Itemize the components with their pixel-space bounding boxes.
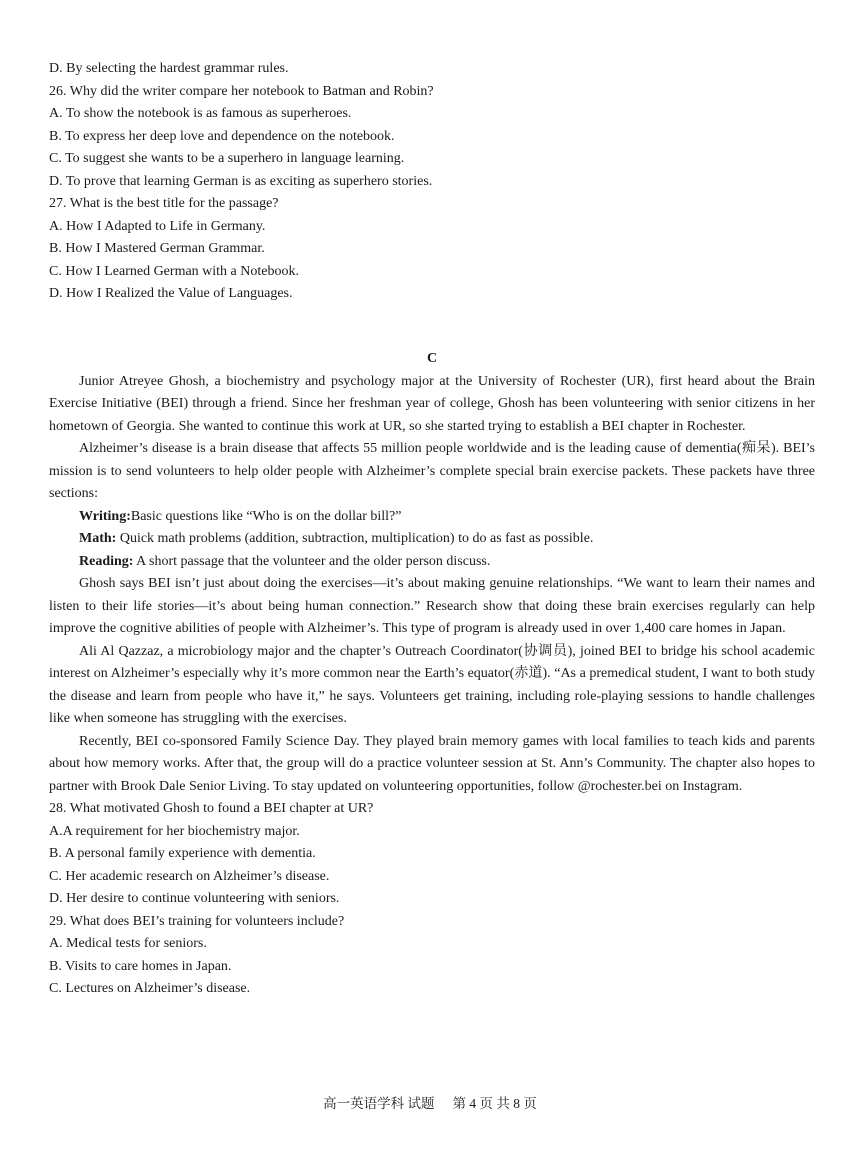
footer-page-number: 第 4 页 共 8 页: [452, 1096, 537, 1111]
packet-text: Quick math problems (addition, subtraction, multiplication) to do as fast as possible.: [116, 531, 594, 546]
footer-subject: 高一英语学科 试题: [323, 1096, 435, 1111]
q28-question: 28. What motivated Ghosh to found a BEI chapter at UR?: [49, 801, 374, 816]
q28-option-a: A.A requirement for her biochemistry major.: [49, 823, 300, 839]
packet-section-writing: [49, 506, 815, 529]
packet-label: Writing:: [79, 508, 131, 524]
packet-section-reading: [49, 551, 815, 574]
exam-page: [49, 58, 815, 1001]
q28-option-d: D. Her desire to continue volunteering with seniors.: [49, 891, 340, 906]
q28-option-c: C. Her academic research on Alzheimer’s disease.: [49, 868, 330, 884]
packet-label: Math:: [79, 531, 117, 546]
packet-text: Basic questions like “Who is on the dollar bill?”: [130, 508, 402, 524]
page-footer: [0, 1094, 860, 1114]
passage-paragraph-5: Recently, BEI co-sponsored Family Science Day. They played brain memory games with local families to teach kids and parents about how memory works. After that, the group will do a practice volunteer session at St. Ann’s Community. The chapter also hopes to partner with Brook Dale Senior Living. To stay updated on volunteering opportunities, follow @rochester.bei on Instagram.: [49, 733, 815, 794]
q29-option-a: A. Medical tests for seniors.: [49, 936, 207, 951]
q27-option-c: C. How I Learned German with a Notebook.: [49, 263, 299, 279]
q26-option-a: A. To show the notebook is as famous as superheroes.: [49, 106, 352, 121]
q29-option-c: C. Lectures on Alzheimer’s disease.: [49, 981, 251, 996]
q29-question: 29. What does BEI’s training for volunteers include?: [49, 913, 345, 929]
q27-option-a: A. How I Adapted to Life in Germany.: [49, 218, 266, 234]
passage-paragraph-3: Ghosh says BEI isn’t just about doing the exercises—it’s about making genuine relationships. “We want to learn their names and listen to their life stories—it’s about being human connection.” Research show that doing these brain exercises regularly can help improve the cognitive abilities of people with Alzheimer’s. This type of program is already used in over 1,400 care homes in Japan.: [49, 576, 815, 636]
packet-label: Reading:: [79, 553, 134, 569]
q27-option-b: B. How I Mastered German Grammar.: [49, 241, 265, 256]
passage-paragraph-2: Alzheimer’s disease is a brain disease that affects 55 million people worldwide and is the leading cause of dementia(痴呆). BEI’s mission is to send volunteers to help older people with Alzheimer’s complete special brain exercise packets. These packets have three sections:: [49, 441, 815, 501]
q26-question: 26. Why did the writer compare her notebook to Batman and Robin?: [49, 83, 434, 99]
q27-question: 27. What is the best title for the passage?: [49, 196, 279, 211]
q26-option-b: B. To express her deep love and dependence on the notebook.: [49, 128, 395, 144]
passage-paragraph-1: Junior Atreyee Ghosh, a biochemistry and psychology major at the University of Rochester (UR), first heard about the Brain Exercise Initiative (BEI) through a friend. Since her freshman year of college, Ghosh has been volunteering with senior citizens in her hometown of Georgia. She wanted to continue this work at UR, so she started trying to establish a BEI chapter in Rochester.: [49, 373, 815, 434]
q25-option-d: D. By selecting the hardest grammar rules.: [49, 61, 289, 76]
section-c-title: C: [426, 351, 438, 366]
q28-option-b: B. A personal family experience with dementia.: [49, 846, 316, 861]
q26-option-c: C. To suggest she wants to be a superhero in language learning.: [49, 151, 405, 166]
packet-text: A short passage that the volunteer and the older person discuss.: [133, 553, 491, 569]
q26-option-d: D. To prove that learning German is as exciting as superhero stories.: [49, 173, 433, 189]
passage-paragraph-4: Ali Al Qazzaz, a microbiology major and the chapter’s Outreach Coordinator(协调员), joined BEI to bridge his school academic interest on Alzheimer’s especially why it’s more common near the Earth’s equator(赤道). “As a premedical student, I want to both study the disease and learn from people who have it,” he says. Volunteers get training, including role-playing sessions to handle challenges like when someone has struggling with the exercises.: [49, 643, 815, 726]
packet-section-math: [49, 528, 815, 551]
q29-option-b: B. Visits to care homes in Japan.: [49, 958, 232, 974]
q27-option-d: D. How I Realized the Value of Languages.: [49, 286, 293, 301]
